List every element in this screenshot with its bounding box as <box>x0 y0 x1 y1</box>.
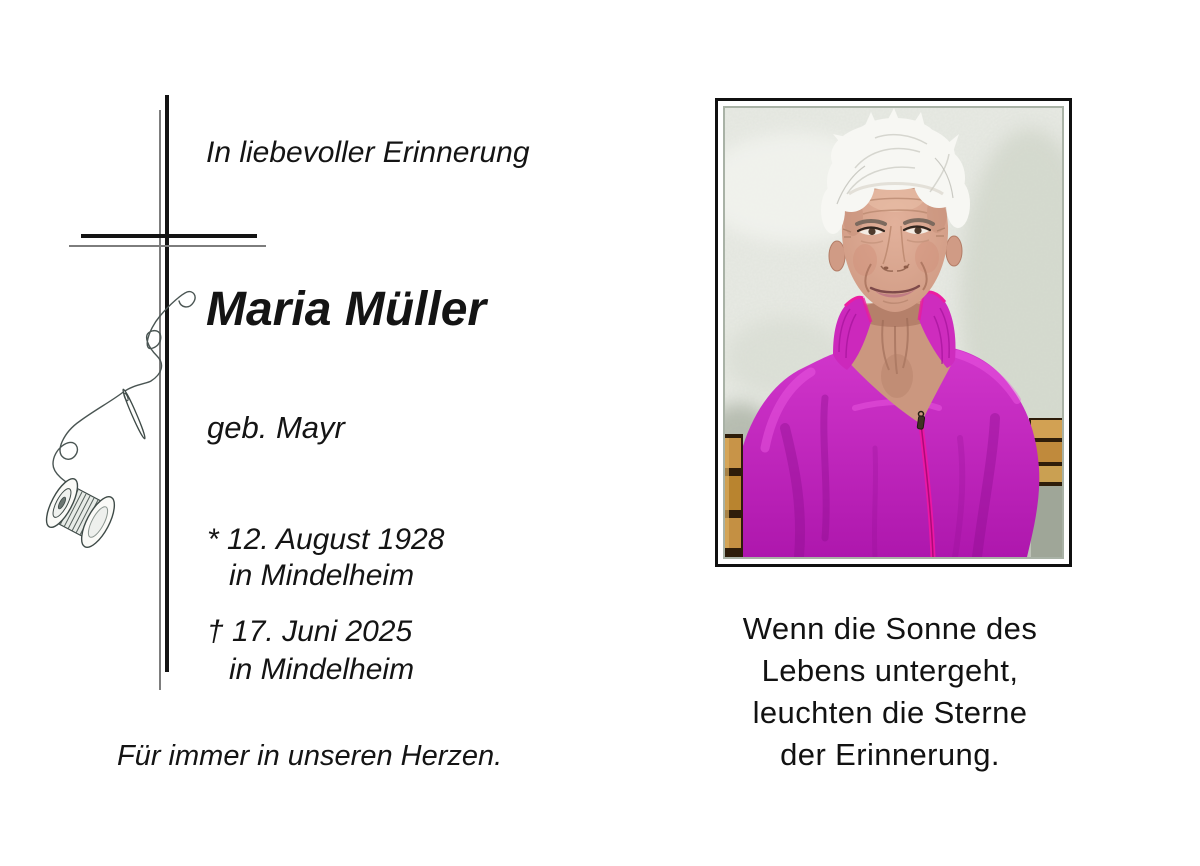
birth-symbol: * <box>207 523 219 556</box>
birth-place: in Mindelheim <box>229 559 415 592</box>
death-date: 17. Juni 2025 <box>232 615 413 648</box>
verse-line: leuchten die Sterne <box>752 695 1028 730</box>
death-symbol: † <box>207 615 224 648</box>
portrait-photo-frame <box>715 98 1072 567</box>
closing-line: Für immer in unseren Herzen. <box>117 740 503 772</box>
birth-date: 12. August 1928 <box>227 523 445 556</box>
verse-line: Lebens untergeht, <box>761 653 1019 688</box>
portrait-photo-illustration <box>725 108 1062 557</box>
memorial-verse <box>690 608 1090 776</box>
death-place: in Mindelheim <box>229 653 415 686</box>
death-line <box>207 615 412 649</box>
maiden-name: geb. Mayr <box>207 410 345 445</box>
bench-left <box>725 434 743 557</box>
deceased-name: Maria Müller <box>206 283 487 336</box>
cross-thin-horizontal-line <box>69 245 266 247</box>
birth-line <box>207 523 444 557</box>
verse-line: der Erinnerung. <box>780 737 1000 772</box>
memorial-header-text: In liebevoller Erinnerung <box>206 136 530 169</box>
verse-line: Wenn die Sonne des <box>742 611 1038 646</box>
cross-thick-horizontal-line <box>81 234 257 238</box>
portrait-photo <box>723 106 1064 559</box>
